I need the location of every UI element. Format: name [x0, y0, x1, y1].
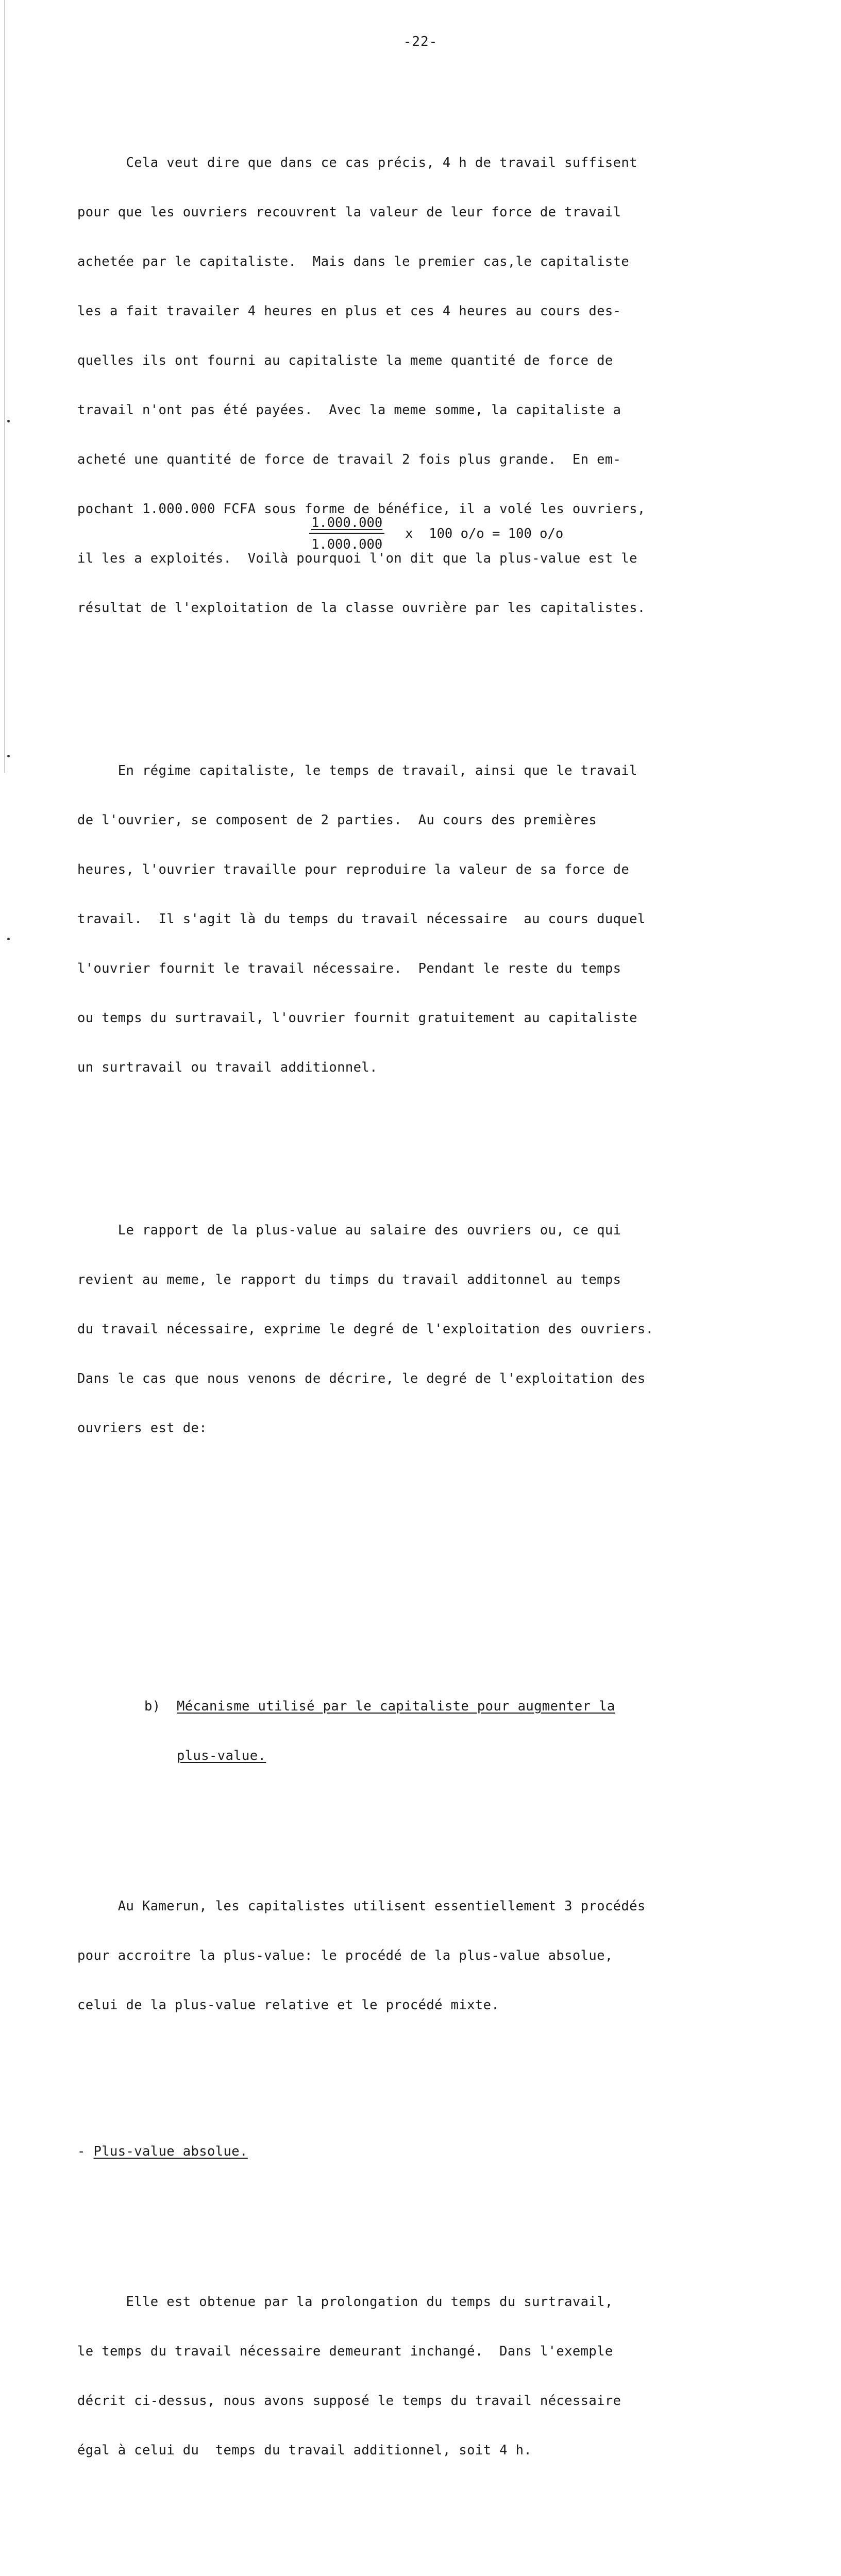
paragraph-3 [77, 1189, 727, 1469]
text-line: Cela veut dire que dans ce cas précis, 4 h de travail suffisent [77, 155, 637, 171]
text-line: En régime capitaliste, le temps de travail, ainsi que le travail [77, 763, 637, 778]
subsection-dash: - [77, 2144, 94, 2159]
scan-edge-shadow [4, 0, 5, 773]
fraction-numerator: 1.000.000 [309, 515, 384, 534]
text-line: il les a exploités. Voilà pourquoi l'on dit que la plus-value est le [77, 551, 637, 566]
text-line: Elle est obtenue par la prolongation du temps du surtravail, [77, 2294, 613, 2310]
margin-speck [7, 420, 10, 422]
subsection-heading [77, 2110, 727, 2193]
text-line: travail n'ont pas été payées. Avec la meme somme, la capitaliste a [77, 402, 621, 418]
text-line: le temps du travail nécessaire demeurant inchangé. Dans l'exemple [77, 2344, 613, 2359]
text-line: Au Kamerun, les capitalistes utilisent essentiellement 3 procédés [77, 1899, 646, 1914]
paragraph-6 [77, 2555, 727, 2576]
text-line: celui de la plus-value relative et le procédé mixte. [77, 1997, 500, 2013]
document-body [77, 72, 727, 2576]
section-b-line-1 [144, 1698, 727, 1715]
text-line: ou temps du surtravail, l'ouvrier fournit gratuitement au capitaliste [77, 1010, 637, 1026]
paragraph-5 [77, 2261, 727, 2492]
section-b-title-cont: plus-value. [177, 1748, 266, 1764]
text-line: pochant 1.000.000 FCFA sous forme de bénéfice, il a volé les ouvriers, [77, 501, 646, 517]
fraction-denominator: 1.000.000 [311, 537, 383, 552]
text-line: résultat de l'exploitation de la classe ouvrière par les capitalistes. [77, 600, 646, 616]
section-b-heading [144, 1665, 727, 1797]
text-line: Dans le cas que nous venons de décrire, le degré de l'exploitation des [77, 1371, 646, 1386]
paragraph-1 [77, 122, 727, 649]
text-line: un surtravail ou travail additionnel. [77, 1060, 378, 1075]
text-line: pour accroitre la plus-value: le procédé de la plus-value absolue, [77, 1948, 613, 1963]
text-line: pour que les ouvriers recouvrent la valeur de leur force de travail [77, 205, 621, 220]
text-line: achetée par le capitaliste. Mais dans le premier cas,le capitaliste [77, 254, 630, 269]
text-line: l'ouvrier fournit le travail nécessaire. Pendant le reste du temps [77, 961, 621, 976]
paragraph-2 [77, 730, 727, 1109]
fraction [309, 515, 384, 552]
margin-speck [7, 938, 10, 940]
exploitation-rate-formula [309, 515, 563, 552]
text-line: égal à celui du temps du travail additionnel, soit 4 h. [77, 2443, 532, 2458]
paragraph-4 [77, 1865, 727, 2046]
text-line: de l'ouvrier, se composent de 2 parties. Au cours des premières [77, 812, 597, 828]
section-b-marker: b) [144, 1699, 161, 1714]
subsection-line [77, 2143, 727, 2160]
margin-speck [7, 755, 10, 757]
text-line: décrit ci-dessus, nous avons supposé le temps du travail nécessaire [77, 2393, 621, 2409]
text-line: heures, l'ouvrier travaille pour reproduire la valeur de sa force de [77, 862, 630, 877]
subsection-title: Plus-value absolue. [93, 2144, 248, 2159]
text-line: Le rapport de la plus-value au salaire des ouvriers ou, ce qui [77, 1223, 621, 1238]
page-number: -22- [403, 34, 438, 49]
text-line: acheté une quantité de force de travail 2 fois plus grande. En em- [77, 452, 621, 467]
text-line: quelles ils ont fourni au capitaliste la meme quantité de force de [77, 353, 613, 368]
text-line: revient au meme, le rapport du timps du travail additonnel au temps [77, 1272, 621, 1287]
formula-result: x 100 o/o = 100 o/o [405, 526, 564, 541]
text-line: du travail nécessaire, exprime le degré de l'exploitation des ouvriers. [77, 1321, 654, 1337]
text-line: les a fait travailer 4 heures en plus et ces 4 heures au cours des- [77, 303, 621, 319]
section-b-title: Mécanisme utilisé par le capitaliste pour augmenter la [177, 1699, 615, 1714]
formula-spacer [77, 1550, 727, 1599]
text-line: travail. Il s'agit là du temps du travail nécessaire au cours duquel [77, 911, 646, 927]
text-line: ouvriers est de: [77, 1420, 208, 1436]
section-b-line-2 [144, 1748, 727, 1764]
